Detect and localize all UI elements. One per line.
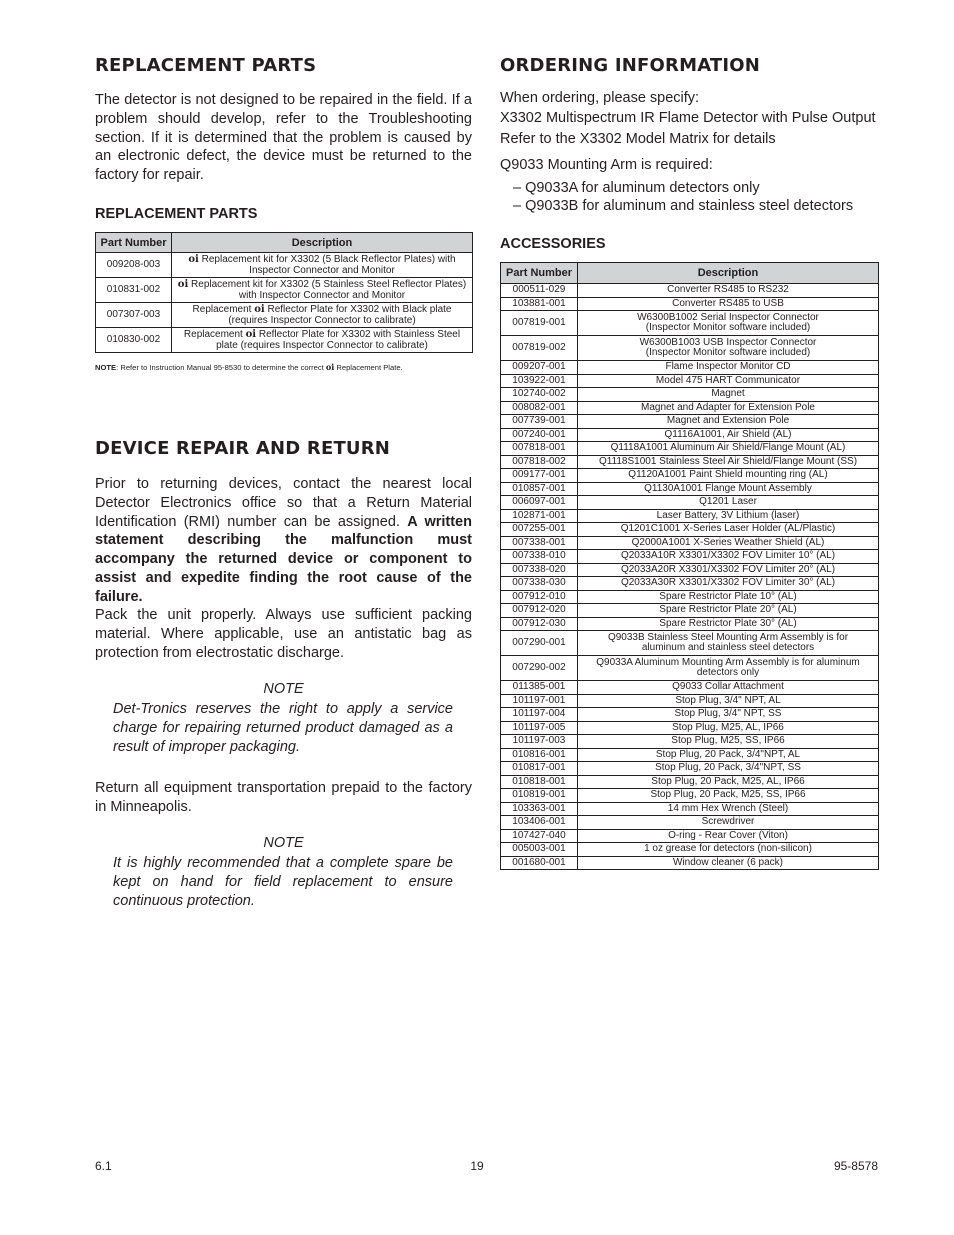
description-line: Spare Restrictor Plate 30° (AL): [659, 617, 797, 629]
note-2-body: It is highly recommended that a complete spare be kept on hand for field replacement to ensure continuous protection.: [113, 855, 453, 909]
description-prefix: Replacement: [192, 303, 255, 315]
table-row: [501, 735, 879, 749]
description-cell: [578, 361, 879, 375]
description-line-2: (Inspector Monitor software included): [645, 322, 811, 333]
table-row: [501, 482, 879, 496]
description-cell: [578, 311, 879, 336]
part-number-cell: 103406-001: [501, 816, 578, 830]
description-line: Stop Plug, 20 Pack, 3/4"NPT, SS: [655, 762, 801, 773]
description-line: Q1120A1001 Paint Shield mounting ring (AL): [628, 469, 828, 480]
description-line: 1 oz grease for detectors (non-silicon): [644, 843, 812, 854]
description-cell: [578, 428, 879, 442]
accessories-table-body: [501, 284, 879, 870]
part-number-cell: 103922-001: [501, 374, 578, 388]
table-row: [501, 604, 879, 618]
footer-page-number: 19: [470, 1159, 484, 1173]
table-row: [501, 361, 879, 375]
table-row: [501, 681, 879, 695]
accessories-table: [500, 262, 879, 870]
description-line: Magnet and Adapter for Extension Pole: [640, 401, 815, 413]
oi-symbol: oi: [254, 303, 265, 315]
description-cell: [578, 336, 879, 361]
table-row: [501, 748, 879, 762]
description-line: W6300B1002 Serial Inspector Connector: [637, 311, 819, 323]
table-row: [501, 694, 879, 708]
table-row: [501, 789, 879, 803]
description-line: Q2033A10R X3301/X3302 FOV Limiter 10° (AL): [620, 550, 836, 561]
part-number-cell: 010830-002: [96, 328, 172, 353]
description-line: Q2000A1001 X-Series Weather Shield (AL): [631, 536, 825, 548]
part-number-cell: 007338-001: [501, 536, 578, 550]
description-cell: [578, 523, 879, 537]
description-line: Stop Plug, M25, AL, IP66: [672, 721, 784, 733]
part-number-cell: 007338-030: [501, 577, 578, 591]
ordering-line-1: When ordering, please specify:: [500, 90, 700, 106]
description-cell: [578, 455, 879, 469]
part-number-cell: 103881-001: [501, 297, 578, 311]
table-row: [501, 856, 879, 870]
part-number-cell: 101197-003: [501, 735, 578, 749]
table-row: [501, 536, 879, 550]
table-row: [501, 401, 879, 415]
part-number-cell: 107427-040: [501, 829, 578, 843]
replacement-parts-table: [95, 232, 473, 353]
table-row: [501, 284, 879, 298]
description-line: Window cleaner (6 pack): [672, 856, 784, 868]
description-cell: [578, 536, 879, 550]
part-number-cell: 010831-002: [96, 278, 172, 303]
table-row: [501, 721, 879, 735]
table-row: [501, 523, 879, 537]
description-line: Stop Plug, 20 Pack, M25, SS, IP66: [650, 789, 806, 800]
description-cell: [578, 509, 879, 523]
description-cell: [578, 721, 879, 735]
description-line: Q1201C1001 X-Series Laser Holder (AL/Plastic): [620, 523, 836, 534]
description-line: Q9033 Collar Attachment: [672, 681, 784, 692]
description-cell: [578, 577, 879, 591]
table-row: [501, 631, 879, 656]
table-row: [501, 617, 879, 631]
description-line: Spare Restrictor Plate 20° (AL): [659, 604, 797, 615]
description-line: Q1201 Laser: [699, 496, 757, 507]
table-row: [501, 762, 879, 776]
part-number-cell: 101197-004: [501, 708, 578, 722]
table-row: [501, 816, 879, 830]
description-cell: [578, 748, 879, 762]
table-row: [501, 297, 879, 311]
description-line: Converter RS485 to RS232: [667, 284, 789, 295]
description-text: Replacement kit for X3302 (5 Black Reflector Plates) with Inspector Connector and Monitor: [198, 253, 456, 276]
part-number-cell: 009208-003: [96, 253, 172, 278]
part-number-cell: 007307-003: [96, 303, 172, 328]
description-line: O-ring - Rear Cover (Viton): [668, 829, 788, 841]
table-row: [501, 577, 879, 591]
description-cell: [578, 843, 879, 857]
description-cell: [578, 656, 879, 681]
part-number-cell: 007255-001: [501, 523, 578, 537]
part-number-cell: 101197-001: [501, 694, 578, 708]
oi-symbol: oi: [177, 278, 189, 290]
note-label: NOTE: [95, 363, 117, 372]
part-number-cell: 102740-002: [501, 388, 578, 402]
description-cell: [578, 604, 879, 618]
part-number-cell: 010817-001: [501, 762, 578, 776]
table-row: [501, 388, 879, 402]
ordering-option-q9033a: – Q9033A for aluminum detectors only: [513, 180, 760, 196]
description-line: Q1118A1001 Aluminum Air Shield/Flange Mount (AL): [610, 442, 846, 453]
replacement-parts-heading: REPLACEMENT PARTS: [95, 55, 317, 76]
replacement-parts-table-body: [96, 253, 473, 353]
part-number-cell: 007818-001: [501, 442, 578, 456]
description-cell: [578, 708, 879, 722]
table-row: [501, 708, 879, 722]
description-line: Flame Inspector Monitor CD: [665, 361, 791, 372]
description-line: Stop Plug, 20 Pack, 3/4"NPT, AL: [655, 748, 801, 760]
table-row: [501, 442, 879, 456]
description-prefix: Replacement: [183, 328, 246, 340]
part-number-cell: 008082-001: [501, 401, 578, 415]
description-cell: [578, 735, 879, 749]
device-repair-paragraph-1: [95, 475, 472, 607]
description-line: Q9033A Aluminum Mounting Arm Assembly is for aluminum: [596, 656, 860, 668]
note-text: : Refer to Instruction Manual 95-8530 to determine the correct: [116, 363, 326, 372]
description-cell: [578, 856, 879, 870]
part-number-cell: 005003-001: [501, 843, 578, 857]
description-line: Stop Plug, M25, SS, IP66: [671, 735, 785, 746]
note-2-heading: NOTE: [263, 835, 304, 851]
part-number-cell: 006097-001: [501, 496, 578, 510]
table-row: [501, 455, 879, 469]
part-number-cell: 007290-002: [501, 656, 578, 681]
description-line: Laser Battery, 3V Lithium (laser): [656, 509, 800, 521]
description-cell: [578, 694, 879, 708]
table-header-row: [96, 233, 473, 253]
description-line: Q2033A30R X3301/X3302 FOV Limiter 30° (AL): [620, 577, 836, 588]
description-line: Stop Plug, 3/4" NPT, SS: [674, 708, 782, 719]
description-line: 14 mm Hex Wrench (Steel): [667, 802, 789, 814]
description-line-2: detectors only: [696, 667, 760, 678]
description-text: Reflector Plate for X3302 with Stainless Steel plate (requires Inspector Connector to calibrate): [216, 328, 461, 351]
table-row: [501, 829, 879, 843]
part-number-cell: 007338-020: [501, 563, 578, 577]
description-cell: [578, 496, 879, 510]
column-header-part-number: Part Number: [501, 263, 578, 284]
oi-symbol: oi: [325, 362, 335, 372]
table-row: [501, 775, 879, 789]
column-header-part-number: Part Number: [96, 233, 172, 253]
table-row: [501, 496, 879, 510]
description-line: Stop Plug, 3/4" NPT, AL: [675, 694, 781, 706]
description-cell: [578, 681, 879, 695]
description-cell: [578, 563, 879, 577]
description-cell: [578, 631, 879, 656]
part-number-cell: 010819-001: [501, 789, 578, 803]
ordering-line-2: X3302 Multispectrum IR Flame Detector with Pulse Output: [500, 110, 876, 126]
description-cell: [578, 374, 879, 388]
table-row: [501, 563, 879, 577]
description-cell: [578, 550, 879, 564]
description-cell: [578, 775, 879, 789]
column-header-description: Description: [172, 233, 473, 253]
description-cell: [172, 328, 473, 353]
part-number-cell: 101197-005: [501, 721, 578, 735]
description-line: Q1118S1001 Stainless Steel Air Shield/Flange Mount (SS): [598, 455, 858, 467]
part-number-cell: 007912-020: [501, 604, 578, 618]
part-number-cell: 010816-001: [501, 748, 578, 762]
description-cell: [578, 442, 879, 456]
ordering-line-4: Q9033 Mounting Arm is required:: [500, 157, 713, 173]
table-row: [501, 336, 879, 361]
table-row: [96, 253, 473, 278]
part-number-cell: 000511-029: [501, 284, 578, 298]
table-row: [501, 802, 879, 816]
description-line: Screwdriver: [701, 816, 755, 827]
description-line: Magnet: [711, 388, 745, 399]
table-row: [501, 509, 879, 523]
description-cell: [578, 617, 879, 631]
table-row: [96, 278, 473, 303]
footer-revision: 6.1: [95, 1159, 112, 1173]
device-repair-paragraph-3: Return all equipment transportation prepaid to the factory in Minneapolis.: [95, 780, 472, 815]
device-repair-p1-bold: A written statement describing the malfunction must accompany the returned device or component to assist and expedite finding the root cause of the failure.: [95, 513, 472, 605]
description-cell: [578, 829, 879, 843]
table-row: [501, 374, 879, 388]
description-cell: [578, 469, 879, 483]
description-line: Q2033A20R X3301/X3302 FOV Limiter 20° (AL): [620, 563, 836, 575]
part-number-cell: 009177-001: [501, 469, 578, 483]
table-row: [501, 550, 879, 564]
ordering-information-heading: ORDERING INFORMATION: [500, 55, 761, 76]
device-repair-p1-text: Prior to returning devices, contact the nearest local Detector Electronics office so that a Return Material Identification (RMI) number can be assigned.: [95, 476, 472, 530]
description-cell: [578, 789, 879, 803]
table-row: [501, 469, 879, 483]
description-cell: [578, 802, 879, 816]
description-line: Magnet and Extension Pole: [666, 415, 790, 426]
description-cell: [578, 762, 879, 776]
part-number-cell: 007338-010: [501, 550, 578, 564]
part-number-cell: 102871-001: [501, 509, 578, 523]
description-line: Stop Plug, 20 Pack, M25, AL, IP66: [651, 775, 805, 787]
ordering-line-3: Refer to the X3302 Model Matrix for details: [500, 131, 776, 147]
part-number-cell: 103363-001: [501, 802, 578, 816]
part-number-cell: 007739-001: [501, 415, 578, 429]
description-line: Q1116A1001, Air Shield (AL): [664, 428, 792, 440]
description-cell: [578, 284, 879, 298]
description-cell: [172, 253, 473, 278]
table-row: [501, 428, 879, 442]
device-repair-paragraph-2: Pack the unit properly. Always use sufficient packing material. Where applicable, use an antistatic bag as protection from electrostatic discharge.: [95, 607, 472, 661]
part-number-cell: 007818-002: [501, 455, 578, 469]
part-number-cell: 007912-030: [501, 617, 578, 631]
part-number-cell: 007912-010: [501, 590, 578, 604]
description-line: Converter RS485 to USB: [672, 297, 784, 309]
description-cell: [578, 415, 879, 429]
table-row: [501, 843, 879, 857]
replacement-parts-subheading: REPLACEMENT PARTS: [95, 206, 258, 222]
part-number-cell: 001680-001: [501, 856, 578, 870]
oi-symbol: oi: [188, 253, 199, 265]
ordering-option-q9033b: – Q9033B for aluminum and stainless steel detectors: [513, 198, 854, 214]
accessories-heading: ACCESSORIES: [500, 236, 606, 252]
description-cell: [578, 401, 879, 415]
description-cell: [172, 303, 473, 328]
description-cell: [578, 816, 879, 830]
table-row: [501, 590, 879, 604]
description-line-2: (Inspector Monitor software included): [645, 347, 811, 358]
note-1-heading: NOTE: [263, 681, 304, 697]
table-row: [96, 328, 473, 353]
description-line: Model 475 HART Communicator: [655, 374, 801, 386]
description-cell: [578, 482, 879, 496]
note-end: Replacement Plate.: [334, 363, 403, 372]
table-row: [501, 656, 879, 681]
part-number-cell: 007290-001: [501, 631, 578, 656]
table-header-row: [501, 263, 879, 284]
note-1-body: Det-Tronics reserves the right to apply a service charge for repairing returned product damaged as a result of improper packaging.: [113, 701, 453, 755]
oi-symbol: oi: [245, 328, 257, 340]
description-line: Q9033B Stainless Steel Mounting Arm Assembly is for: [607, 631, 849, 643]
part-number-cell: 007240-001: [501, 428, 578, 442]
table-row: [96, 303, 473, 328]
description-line-2: aluminum and stainless steel detectors: [641, 642, 815, 653]
replacement-plate-note: [95, 362, 403, 372]
part-number-cell: 010857-001: [501, 482, 578, 496]
column-header-description: Description: [578, 263, 879, 284]
part-number-cell: 007819-001: [501, 311, 578, 336]
description-cell: [578, 590, 879, 604]
description-cell: [578, 388, 879, 402]
description-line: Spare Restrictor Plate 10° (AL): [659, 590, 797, 602]
device-repair-heading: DEVICE REPAIR AND RETURN: [95, 438, 391, 459]
table-row: [501, 415, 879, 429]
description-cell: [172, 278, 473, 303]
description-cell: [578, 297, 879, 311]
table-row: [501, 311, 879, 336]
description-text: Reflector Plate for X3302 with Black plate (requires Inspector Connector to calibrate): [228, 303, 452, 326]
footer-document-number: 95-8578: [833, 1159, 878, 1173]
part-number-cell: 011385-001: [501, 681, 578, 695]
part-number-cell: 009207-001: [501, 361, 578, 375]
description-line: W6300B1003 USB Inspector Connector: [639, 336, 817, 348]
part-number-cell: 007819-002: [501, 336, 578, 361]
replacement-parts-intro: The detector is not designed to be repaired in the field. If a problem should develop, refer to the Troubleshooting section. If it is determined that the problem is caused by an electronic defect, the device must be returned to the factory for repair.: [95, 92, 472, 184]
description-line: Q1130A1001 Flange Mount Assembly: [644, 482, 812, 494]
description-text: Replacement kit for X3302 (5 Stainless Steel Reflector Plates) with Inspector Connector and Monitor: [188, 278, 467, 301]
part-number-cell: 010818-001: [501, 775, 578, 789]
